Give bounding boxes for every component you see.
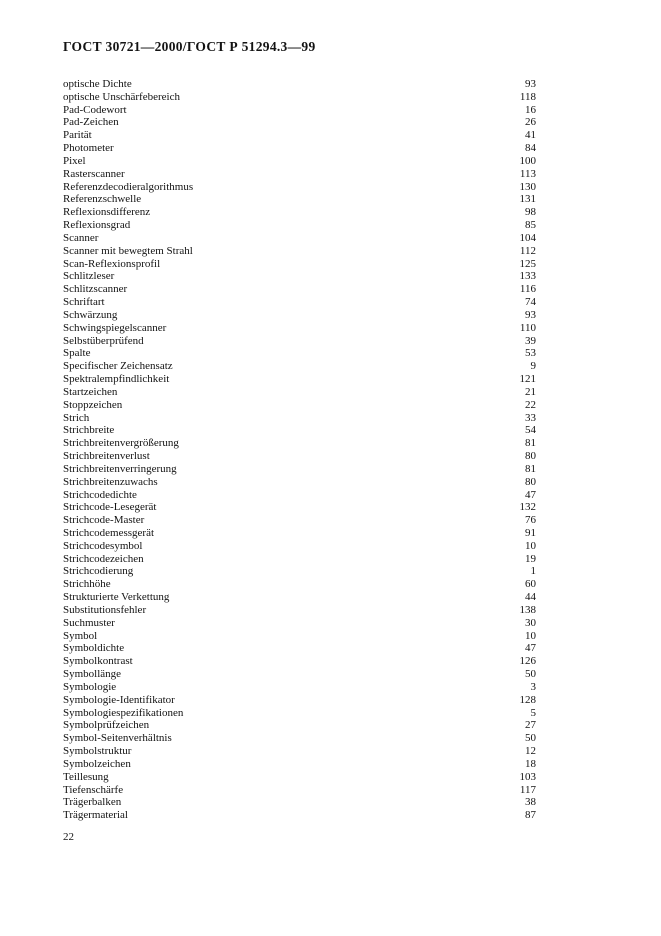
index-row (63, 784, 536, 797)
index-term: Pixel (63, 154, 86, 167)
index-term: Symbol-Seitenverhältnis (63, 732, 172, 745)
index-entry-number: 126 (519, 655, 536, 668)
index-row (63, 360, 536, 373)
index-entry-number: 76 (525, 514, 536, 527)
index-term: Symbolprüfzeichen (63, 719, 150, 732)
index-entry-number: 91 (525, 526, 536, 539)
index-term: Strichcodedichte (63, 488, 137, 501)
index-term: Symbollänge (63, 668, 122, 681)
index-row (63, 104, 536, 117)
index-entry-number: 128 (519, 693, 536, 706)
index-row (63, 206, 536, 219)
index-entry-number: 98 (525, 206, 536, 219)
index-row (63, 129, 536, 142)
index-term: Specifischer Zeichensatz (63, 360, 173, 373)
index-row (63, 78, 536, 91)
index-entry-number: 118 (519, 90, 536, 103)
index-term: Symbologiespezifikationen (63, 706, 184, 719)
index-entry-number: 10 (525, 629, 536, 642)
index-term: Strichbreite (63, 424, 115, 437)
index-term: Startzeichen (63, 385, 118, 398)
index-entry-number: 121 (519, 373, 536, 386)
index-row (63, 322, 536, 335)
index-row (63, 732, 536, 745)
index-entry-number: 80 (525, 475, 536, 488)
index-entry-number: 116 (519, 283, 536, 296)
alphabetical-index-list (63, 78, 536, 822)
index-entry-number: 93 (525, 308, 536, 321)
index-term: Scanner mit bewegtem Strahl (63, 244, 193, 257)
index-row (63, 232, 536, 245)
index-term: Referenzdecodieralgorithmus (63, 180, 194, 193)
index-row (63, 796, 536, 809)
index-row (63, 681, 536, 694)
index-entry-number: 27 (525, 719, 536, 732)
index-entry-number: 87 (525, 809, 536, 822)
index-term: Stoppzeichen (63, 398, 123, 411)
index-term: Teillesung (63, 770, 109, 783)
index-entry-number: 138 (519, 603, 536, 616)
index-entry-number: 103 (519, 770, 536, 783)
index-entry-number: 50 (525, 732, 536, 745)
index-entry-number: 81 (525, 437, 536, 450)
index-row (63, 116, 536, 129)
index-entry-number: 50 (525, 668, 536, 681)
index-row (63, 193, 536, 206)
index-row (63, 642, 536, 655)
index-row (63, 655, 536, 668)
index-term: Symbologie-Identifikator (63, 693, 175, 706)
index-row (63, 565, 536, 578)
index-entry-number: 133 (519, 270, 536, 283)
index-entry-number: 21 (525, 385, 536, 398)
index-term: Schwärzung (63, 308, 118, 321)
index-row (63, 719, 536, 732)
index-term: Strichbreitenvergrößerung (63, 437, 179, 450)
index-term: Symbolkontrast (63, 655, 133, 668)
index-term: Trägerbalken (63, 796, 122, 809)
index-term: Reflexionsgrad (63, 219, 131, 232)
index-entry-number: 16 (525, 103, 536, 116)
index-entry-number: 3 (530, 680, 536, 693)
index-term: Schwingspiegelscanner (63, 321, 167, 334)
index-term: Schlitzscanner (63, 283, 128, 296)
index-term: Rasterscanner (63, 167, 125, 180)
index-entry-number: 93 (525, 78, 536, 90)
index-entry-number: 80 (525, 450, 536, 463)
index-entry-number: 84 (525, 142, 536, 155)
index-row (63, 745, 536, 758)
index-entry-number: 100 (519, 154, 536, 167)
index-row (63, 553, 536, 566)
index-row (63, 617, 536, 630)
index-row (63, 450, 536, 463)
index-entry-number: 9 (530, 360, 536, 373)
index-row (63, 630, 536, 643)
index-term: Pad-Zeichen (63, 116, 119, 129)
index-row (63, 412, 536, 425)
index-row (63, 540, 536, 553)
index-row (63, 578, 536, 591)
index-row (63, 258, 536, 271)
index-row (63, 668, 536, 681)
index-row (63, 219, 536, 232)
index-row (63, 155, 536, 168)
index-row (63, 501, 536, 514)
index-entry-number: 19 (525, 552, 536, 565)
index-term: Symbolstruktur (63, 745, 132, 758)
index-entry-number: 47 (525, 488, 536, 501)
index-entry-number: 117 (519, 783, 536, 796)
index-entry-number: 47 (525, 642, 536, 655)
index-row (63, 181, 536, 194)
index-term: Symbologie (63, 680, 117, 693)
index-row (63, 707, 536, 720)
index-term: Strichbreitenverlust (63, 450, 150, 463)
index-entry-number: 112 (519, 244, 536, 257)
index-term: Strichcodemessgerät (63, 526, 155, 539)
index-term: Strichbreitenzuwachs (63, 475, 158, 488)
index-row (63, 373, 536, 386)
index-entry-number: 132 (519, 501, 536, 514)
index-entry-number: 12 (525, 745, 536, 758)
index-term: Strichcode-Lesegerät (63, 501, 157, 514)
index-term: Selbstüberprüfend (63, 334, 144, 347)
index-entry-number: 5 (530, 706, 536, 719)
index-term: Tiefenschärfe (63, 783, 124, 796)
index-term: Strichhöhe (63, 578, 111, 591)
index-entry-number: 125 (519, 257, 536, 270)
index-entry-number: 22 (525, 398, 536, 411)
index-term: Strichcodierung (63, 565, 134, 578)
index-row (63, 296, 536, 309)
index-term: Strichbreitenverringerung (63, 462, 177, 475)
index-row (63, 591, 536, 604)
index-term: Reflexionsdifferenz (63, 206, 151, 219)
index-term: Strichcodezeichen (63, 552, 144, 565)
index-term: optische Unschärfebereich (63, 90, 180, 103)
index-row (63, 476, 536, 489)
index-term: Referenzschwelle (63, 193, 142, 206)
index-term: Symboldichte (63, 642, 125, 655)
index-term: Substitutionsfehler (63, 603, 147, 616)
index-row (63, 758, 536, 771)
index-entry-number: 44 (525, 591, 536, 604)
index-entry-number: 30 (525, 616, 536, 629)
index-row (63, 424, 536, 437)
index-row (63, 694, 536, 707)
index-entry-number: 85 (525, 219, 536, 232)
index-row (63, 399, 536, 412)
index-row (63, 514, 536, 527)
index-entry-number: 54 (525, 424, 536, 437)
index-term: Trägermaterial (63, 809, 128, 822)
index-term: Spalte (63, 347, 91, 360)
index-term: Scanner (63, 231, 99, 244)
index-term: Parität (63, 129, 92, 142)
index-entry-number: 74 (525, 296, 536, 309)
index-row (63, 245, 536, 258)
index-row (63, 91, 536, 104)
standard-designation-header: ГОСТ 30721—2000/ГОСТ Р 51294.3—99 (63, 39, 316, 54)
index-entry-number: 81 (525, 462, 536, 475)
index-term: Strich (63, 411, 90, 424)
index-entry-number: 39 (525, 334, 536, 347)
index-term: optische Dichte (63, 78, 132, 90)
index-row (63, 309, 536, 322)
index-entry-number: 18 (525, 757, 536, 770)
index-row (63, 142, 536, 155)
page-number: 22 (63, 831, 74, 843)
index-entry-number: 33 (525, 411, 536, 424)
index-row (63, 604, 536, 617)
index-row (63, 527, 536, 540)
index-row (63, 463, 536, 476)
index-row (63, 809, 536, 822)
index-entry-number: 110 (519, 321, 536, 334)
index-entry-number: 41 (525, 129, 536, 142)
index-row (63, 437, 536, 450)
index-entry-number: 104 (519, 231, 536, 244)
index-entry-number: 26 (525, 116, 536, 129)
index-term: Scan-Reflexionsprofil (63, 257, 161, 270)
index-term: Strichcode-Master (63, 514, 145, 527)
index-term: Suchmuster (63, 616, 115, 629)
index-term: Symbolzeichen (63, 757, 131, 770)
index-term: Strukturierte Verkettung (63, 591, 170, 604)
index-entry-number: 38 (525, 796, 536, 809)
index-row (63, 347, 536, 360)
index-entry-number: 113 (519, 167, 536, 180)
index-term: Symbol (63, 629, 98, 642)
index-term: Photometer (63, 142, 114, 155)
index-row (63, 270, 536, 283)
index-row (63, 386, 536, 399)
index-row (63, 489, 536, 502)
index-entry-number: 60 (525, 578, 536, 591)
index-row (63, 771, 536, 784)
index-entry-number: 53 (525, 347, 536, 360)
index-row (63, 283, 536, 296)
index-entry-number: 131 (519, 193, 536, 206)
index-term: Schriftart (63, 296, 105, 309)
index-entry-number: 10 (525, 539, 536, 552)
index-entry-number: 1 (530, 565, 536, 578)
index-term: Pad-Codewort (63, 103, 127, 116)
index-entry-number: 130 (519, 180, 536, 193)
index-term: Schlitzleser (63, 270, 115, 283)
index-row (63, 335, 536, 348)
index-term: Strichcodesymbol (63, 539, 143, 552)
index-row (63, 168, 536, 181)
index-term: Spektralempfindlichkeit (63, 373, 170, 386)
